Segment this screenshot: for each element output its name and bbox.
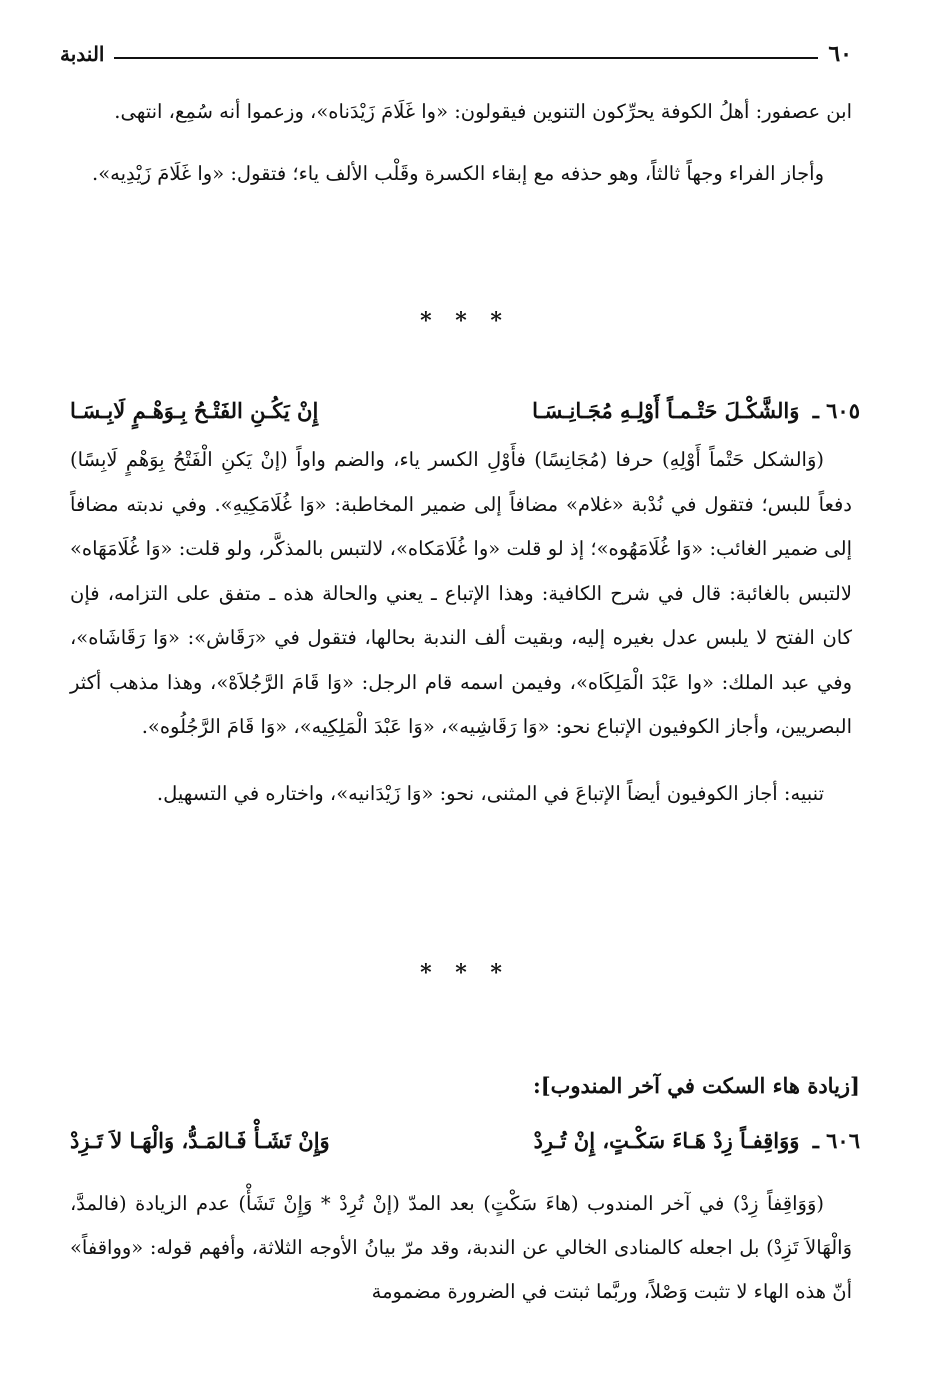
chapter-title: الندبة — [60, 42, 105, 66]
verse-hemistich: وَالشَّكْـلَ حَتْـمـاً أَوْلِـهِ مُجَـانِـسَـا — [532, 397, 800, 423]
paragraph-ibn-usfur: ابن عصفور: أهلُ الكوفة يحرِّكون التنوين فيقولون: «وا غَلَامَ زَيْدَناه»، وزعموا أنه سُمِع، انتهى. — [114, 100, 852, 123]
page-number: ٦٠ — [828, 41, 852, 67]
verse-number: ٦٠٥ ـ — [812, 397, 860, 423]
verse-hemistich: إِنْ يَكُـنِ الفَتْـحُ بِـوَهْـمٍ لَابِـسَـا — [70, 397, 319, 423]
verse-number: ٦٠٦ ـ — [812, 1127, 860, 1153]
section1-text — [70, 90, 852, 196]
verse-606-first-half — [534, 1128, 860, 1153]
verse-hemistich: وَوَاقِفـاً زِدْ هَـاءَ سَكْـتٍ، إِنْ تُـرِدْ — [533, 1127, 800, 1153]
commentary-paragraph: (وَالشكل حَتْماً أَوْلِهِ) حرفا (مُجَانِسًا) فأَوْلِ الكسر ياء، والضم واواً (إنْ يَكنِ الْفَتْحُ بِوَهْمٍ لَابِسًا) دفعاً للبس؛ فتقول في نُدْبة «غلام» مضافاً إلى ضمير المخاطبة: «وَا غُلَامَكِيهِ». وفي ندبته مضافاً إلى ضمير الغائب: «وَا غُلَامَهُوه»؛ إذ لو قلت «وا غُلَامَكاه»، لالتبس بالمذكَّر، ولو قلت: «وَا غُلَامَهَاه» لالتبس بالغائبة: قال في شرح الكافية: وهذا الإتباع ـ يعني والحالة هذه ـ متفق على التزامه، فإن كان الفتح لا يلبس عدل بغيره إليه، وبقيت ألف الندبة بحالها، فتقول في «رَقَاش»: «وَا رَقَاشَاه»، وفي عبد الملك: «وا عَبْدَ الْمَلِكَاه»، وفيمن اسمه قام الرجل: «وَا قَامَ الرَّجُلاَهْ»، وهذا مذهب أكثر البصريين، وأجاز الكوفيون الإتباع نحو: «وَا رَقَاشِيه»، «وَا عَبْدَ الْمَلِكِيه»، «وَا قَامَ الرَّجُلُوه». — [70, 448, 852, 738]
commentary-paragraph: (وَوَاقِفاً زِدْ) في آخر المندوب (هاءَ سَكْتٍ) بعد المدّ (إنْ تُرِدْ * وَإِنْ تَشَأْ) عدم الزيادة (فالمدَّ، وَالْهَالاَ تَزِدْ) بل اجعله كالمنادى الخالي عن الندبة، وقد مرّ بيانُ الأوجه الثلاثة، وأفهم قوله: «وواقفاً» أنّ هذه الهاء لا تثبت وَصْلاً، وربَّما ثبتت في الضرورة مضمومة — [70, 1192, 852, 1303]
section-divider-stars: * * * — [420, 960, 510, 986]
commentary-605 — [70, 438, 852, 816]
section-divider-stars: * * * — [420, 308, 510, 334]
verse-hemistich: وَإِنْ تَشَـأْ فَـالمَـدُّ، وَالْهَـا لاَ تَـزِدْ — [70, 1127, 330, 1153]
section-heading: [زيادة هاء السكت في آخر المندوب]: — [532, 1073, 860, 1098]
running-header — [60, 38, 852, 70]
note-paragraph: تنبيه: أجاز الكوفيون أيضاً الإتباعَ في المثنى، نحو: «وَا زَيْدَانيه»، واختاره في التسهيل. — [156, 781, 824, 805]
verse-606 — [70, 1118, 860, 1162]
paragraph-farra: وأجاز الفراء وجهاً ثالثاً، وهو حذفه مع إبقاء الكسرة وقَلْب الألف ياء؛ فتقول: «وا غَلَامَ زَيْدِيه». — [92, 162, 824, 185]
commentary-606 — [70, 1182, 852, 1314]
verse-605-first-half — [532, 398, 860, 423]
verse-605 — [70, 388, 860, 432]
header-rule — [114, 57, 818, 59]
